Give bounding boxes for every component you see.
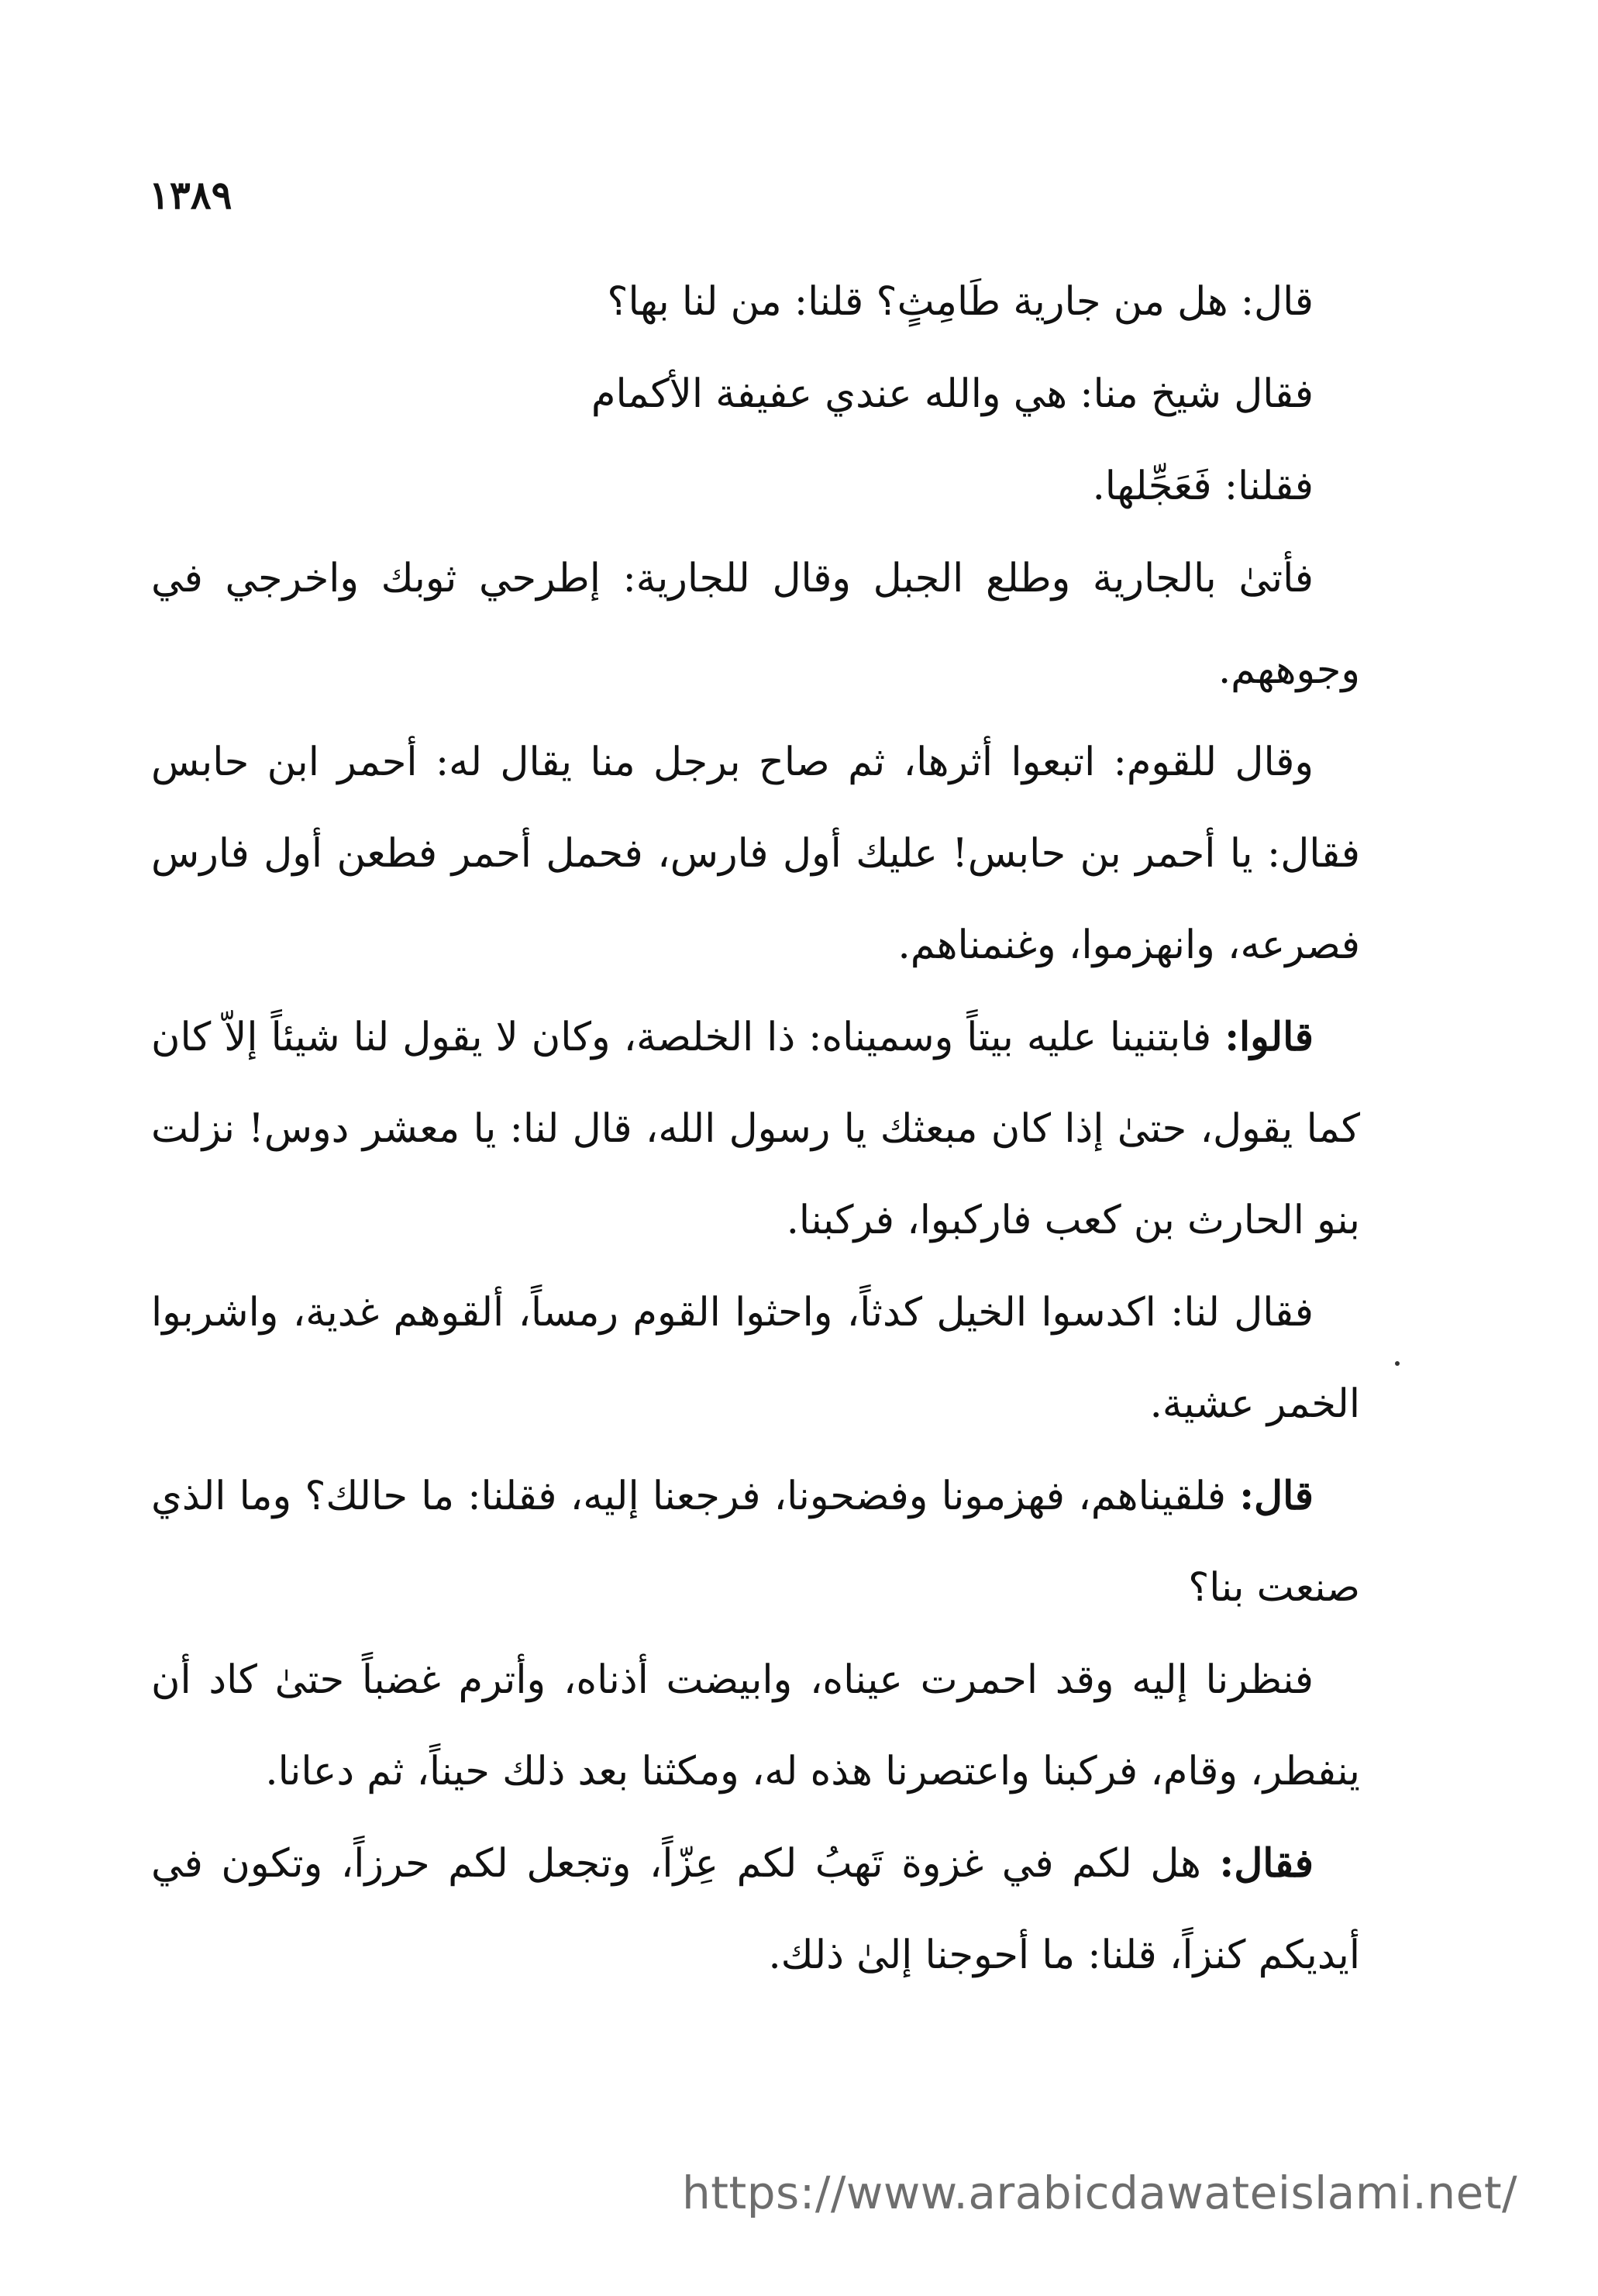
- paragraph-4: [151, 533, 1360, 716]
- paragraph-lead: قال:: [1239, 1473, 1314, 1519]
- paragraph-lead: قالوا:: [1224, 1014, 1314, 1060]
- paragraph-text: فقال لنا: اكدسوا الخيل كدثاً، واحثوا القوم رمساً، ألقوهم غدية، واشربوا الخمر عشية.: [151, 1290, 1360, 1427]
- paragraph-7: [151, 1267, 1360, 1450]
- paragraph-3: [151, 440, 1360, 533]
- paragraph-2: [151, 348, 1360, 440]
- paragraph-text: قال: هل من جارية طَامِثٍ؟ قلنا: من لنا بها؟: [607, 279, 1314, 325]
- page-number: ١٣٨٩: [149, 172, 232, 218]
- paragraph-text: فلقيناهم، فهزمونا وفضحونا، فرجعنا إليه، فقلنا: ما حالك؟ وما الذي صنعت بنا؟: [151, 1474, 1360, 1611]
- paragraph-text: هل لكم في غزوة تَهبُ لكم عِزّاً، وتجعل لكم حرزاً، وتكون في أيديكم كنزاً، قلنا: ما أحوجنا إلىٰ ذلك.: [151, 1841, 1360, 1978]
- paragraph-lead: فقال:: [1219, 1840, 1314, 1887]
- paragraph-text: فابتنينا عليه بيتاً وسميناه: ذا الخلصة، وكان لا يقول لنا شيئاً إلاّ كان كما يقول، حتىٰ إذا كان مبعثك يا رسول الله، قال لنا: يا معشر دوس! نزلت بنو الحارث بن كعب فاركبوا، فركبنا.: [151, 1015, 1360, 1243]
- paragraph-text: فقلنا: فَعَجِّلها.: [1092, 464, 1314, 509]
- paragraph-5: [151, 716, 1360, 991]
- paragraph-8: [151, 1450, 1360, 1634]
- paragraph-10: [151, 1818, 1360, 2001]
- scan-speck: [1395, 1361, 1400, 1366]
- paragraph-text: وقال للقوم: اتبعوا أثرها، ثم صاح برجل منا يقال له: أحمر ابن حابس فقال: يا أحمر بن حابس! عليك أول فارس، فحمل أحمر فطعن أول فارس فصرعه، وانهزموا، وغنمناهم.: [151, 739, 1360, 968]
- paragraph-text: فنظرنا إليه وقد احمرت عيناه، وابيضت أذناه، وأترم غضباً حتىٰ كاد أن ينفطر، وقام، فركبنا واعتصرنا هذه له، ومكثنا بعد ذلك حيناً، ثم دعانا.: [151, 1657, 1360, 1794]
- paragraph-6: [151, 991, 1360, 1267]
- paragraph-9: [151, 1634, 1360, 1818]
- paragraph-text: فقال شيخ منا: هي والله عندي عفيفة الأكمام: [591, 371, 1314, 417]
- footer-url: https://www.arabicdawateislami.net/: [682, 2167, 1518, 2219]
- paragraph-text: فأتىٰ بالجارية وطلع الجبل وقال للجارية: إطرحي ثوبك واخرجي في وجوههم.: [151, 556, 1360, 693]
- paragraph-1: [151, 256, 1360, 348]
- page-body: [151, 256, 1360, 2001]
